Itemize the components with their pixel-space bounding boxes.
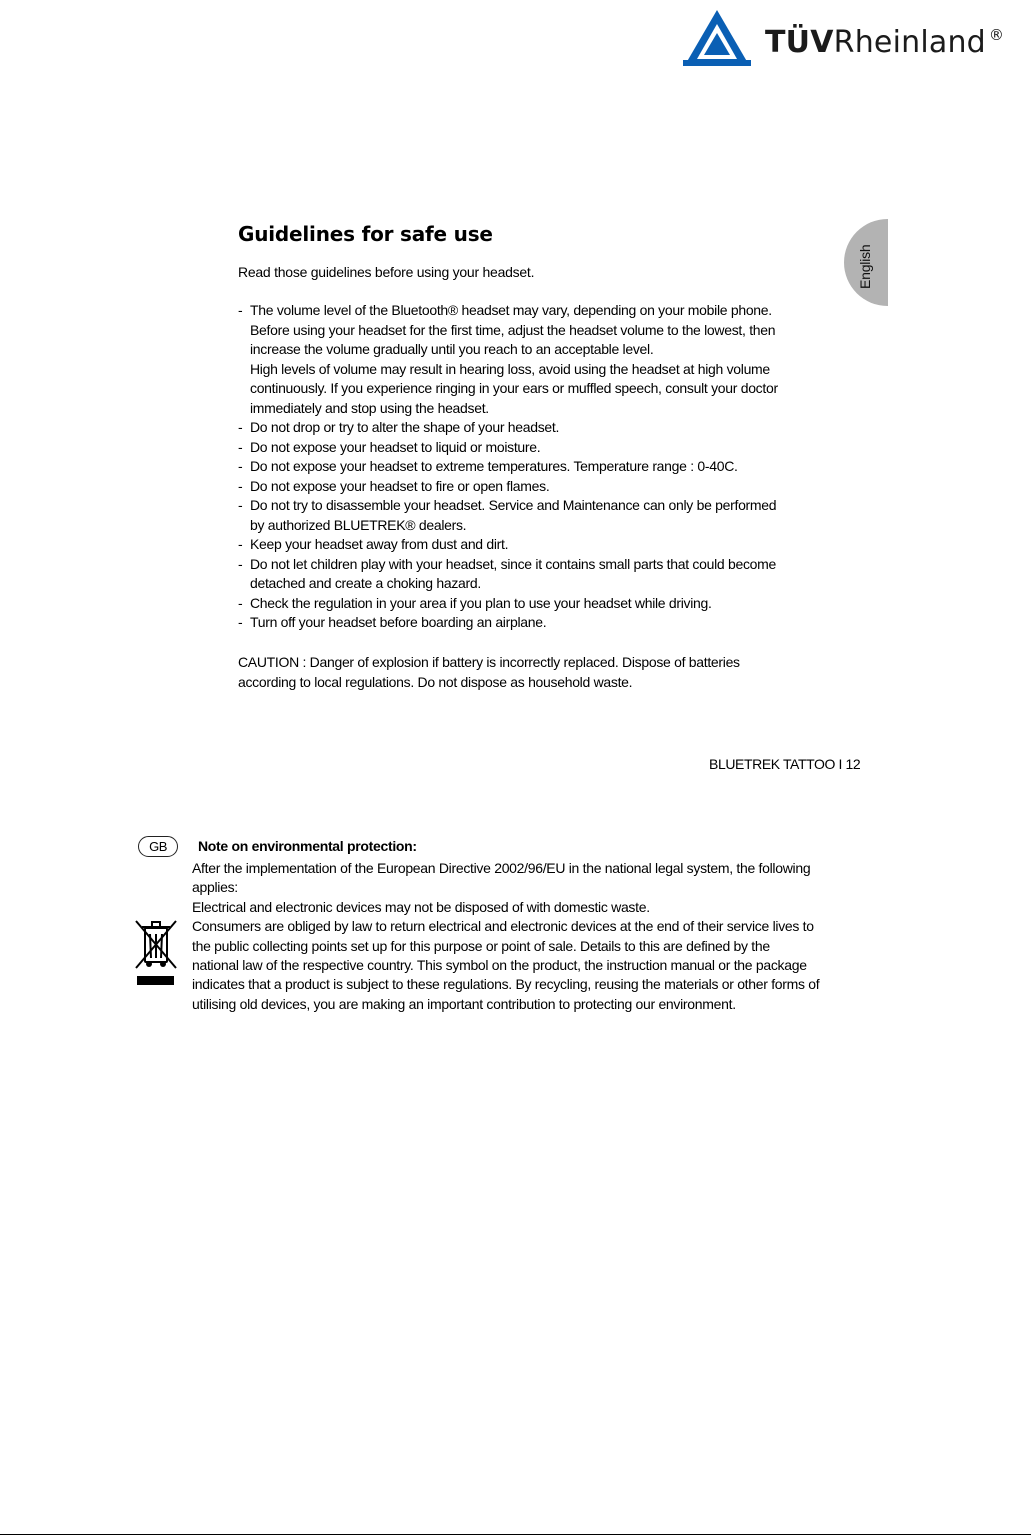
guideline-item (238, 594, 878, 614)
tuv-triangle-icon (683, 8, 753, 70)
guideline-text-line: increase the volume gradually until you reach to an acceptable level. (250, 341, 654, 357)
bottom-rule (0, 1534, 1031, 1535)
guideline-text-line: Do not let children play with your headset, since it contains small parts that could become (250, 555, 776, 572)
environment-line: national law of the respective country. This symbol on the product, the instruction manual or the package (192, 957, 807, 974)
guideline-text-line: Do not expose your headset to liquid or moisture. (250, 438, 541, 455)
guideline-item (238, 301, 878, 418)
environment-line: Electrical and electronic devices may not be disposed of with domestic waste. (192, 898, 650, 915)
logo-wordmark (765, 26, 1004, 64)
environment-line: utilising old devices, you are making an important contribution to protecting our environment. (192, 995, 736, 1012)
bullet-dash: - (238, 555, 243, 572)
environment-line: After the implementation of the European Directive 2002/96/EU in the national legal system, the following (192, 860, 811, 876)
guideline-text-line: immediately and stop using the headset. (250, 399, 489, 416)
bullet-dash: - (238, 477, 243, 494)
caution-line: CAUTION : Danger of explosion if battery is incorrectly replaced. Dispose of batteries (238, 654, 740, 670)
environment-line: the public collecting points set up for this purpose or point of sale. Details to this are defined by the (192, 937, 770, 954)
guidelines-intro: Read those guidelines before using your headset. (238, 264, 535, 280)
registered-mark: ® (988, 26, 1005, 44)
bullet-dash: - (238, 419, 243, 435)
environment-line: Consumers are obliged by law to return electrical and electronic devices at the end of their service lives to (192, 918, 814, 935)
guideline-item (238, 555, 878, 594)
guideline-item (238, 496, 878, 535)
guideline-text-line: Do not try to disassemble your headset. Service and Maintenance can only be performed (250, 497, 777, 513)
model-name: BLUETREK TATTOO I 12 (709, 756, 861, 772)
guideline-item (238, 477, 878, 497)
environment-title: Note on environmental protection: (198, 838, 417, 854)
guideline-item (238, 535, 878, 555)
bullet-dash: - (238, 302, 243, 318)
guideline-item (238, 418, 878, 438)
logo-brand-regular: Rheinland (833, 25, 986, 60)
logo-brand-bold: TÜV (765, 25, 834, 60)
environment-line: applies: (192, 879, 238, 896)
guideline-text-line: by authorized BLUETREK® dealers. (250, 516, 467, 533)
guideline-text-line: Do not expose your headset to extreme temperatures. Temperature range : 0-40C. (250, 458, 738, 474)
guideline-text-line: Do not expose your headset to fire or open flames. (250, 477, 550, 494)
caution-line: according to local regulations. Do not dispose as household waste. (238, 674, 633, 690)
environment-line: indicates that a product is subject to these regulations. By recycling, reusing the materials or other forms of (192, 976, 820, 993)
guidelines-title: Guidelines for safe use (238, 222, 493, 246)
gb-badge: GB (138, 836, 178, 857)
guidelines-list (238, 301, 878, 633)
guideline-text-line: continuously. If you experience ringing in your ears or muffled speech, consult your doctor (250, 380, 778, 396)
bullet-dash: - (238, 594, 243, 611)
guideline-item (238, 457, 878, 477)
weee-crossed-bin-icon (133, 918, 179, 988)
bullet-dash: - (238, 536, 243, 552)
guideline-text-line: Before using your headset for the first time, adjust the headset volume to the lowest, then (250, 321, 776, 338)
guideline-text-line: High levels of volume may result in hearing loss, avoid using the headset at high volume (250, 360, 770, 377)
guideline-text-line: Keep your headset away from dust and dirt. (250, 536, 509, 552)
guideline-text-line: The volume level of the Bluetooth® headset may vary, depending on your mobile phone. (250, 302, 772, 318)
guideline-item (238, 613, 878, 633)
language-tab-label: English (857, 244, 873, 289)
guideline-text-line: detached and create a choking hazard. (250, 575, 481, 591)
guideline-text-line: Turn off your headset before boarding an airplane. (250, 614, 547, 630)
guideline-text-line: Do not drop or try to alter the shape of your headset. (250, 419, 560, 435)
bullet-dash: - (238, 497, 243, 513)
bullet-dash: - (238, 458, 243, 474)
bullet-dash: - (238, 614, 243, 630)
guideline-text-line: Check the regulation in your area if you plan to use your headset while driving. (250, 594, 712, 611)
tuv-rheinland-logo (683, 8, 1013, 68)
guideline-item (238, 438, 878, 458)
caution-note (238, 652, 740, 692)
bullet-dash: - (238, 438, 243, 455)
environment-text (192, 859, 922, 1014)
